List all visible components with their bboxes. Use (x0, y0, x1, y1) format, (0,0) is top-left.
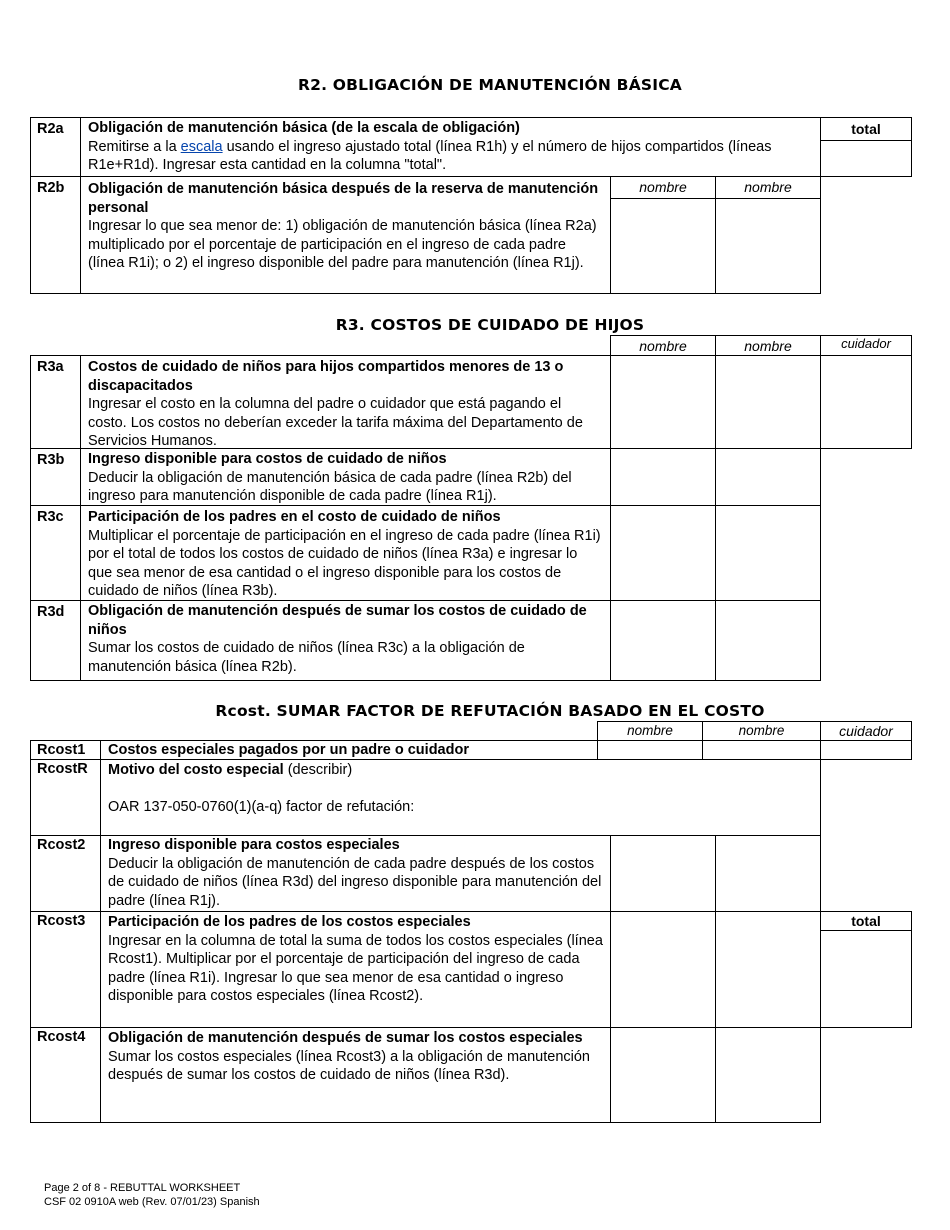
rcost1-nombre-1-field[interactable] (597, 740, 703, 760)
row-code-rcost1: Rcost1 (30, 740, 101, 760)
row-title-r3a: Costos de cuidado de niños para hijos compartidos menores de 13 o discapacitados (88, 359, 564, 394)
row-desc-r2b (80, 176, 611, 294)
row-title-r3c: Participación de los padres en el costo de cuidado de niños (88, 509, 501, 525)
row-title-suffix-rcostr: (describir) (283, 762, 353, 778)
r3d-nombre-2-field[interactable] (715, 600, 821, 681)
rcost3-nombre-2-field[interactable] (715, 911, 821, 1028)
row-code-r2b: R2b (30, 176, 81, 294)
r2-col-header-nombre-1: nombre (610, 176, 716, 199)
row-desc-r3c (80, 505, 611, 601)
row-code-r3a: R3a (30, 355, 81, 449)
row-text-rcost2: Deducir la obligación de manutención de cada padre después de los costos de cuidado de niños (línea R3d) del ingreso disponible para manutención del padre (línea R1j). (108, 855, 602, 909)
row-title-r3d: Obligación de manutención después de sumar los costos de cuidado de niños (88, 603, 587, 638)
footer-page-line: Page 2 of 8 - REBUTTAL WORKSHEET (44, 1182, 241, 1194)
r3-col-header-nombre-1: nombre (610, 335, 716, 356)
row-desc-r3d (80, 600, 611, 681)
row-desc-rcost3 (100, 911, 611, 1028)
escala-link[interactable]: escala (180, 138, 223, 155)
row-desc-rcost1 (100, 740, 598, 760)
rcost1-nombre-2-field[interactable] (702, 740, 821, 760)
row-text-r3a: Ingresar el costo en la columna del padre o cuidador que está pagando el costo. Los costos no deberían exceder la tarifa máxima del Departamento de Servicios Humanos. (88, 396, 583, 449)
r2b-nombre-1-field[interactable] (610, 198, 716, 294)
row-title-rcost1: Costos especiales pagados por un padre o cuidador (108, 742, 469, 758)
row-code-r2a: R2a (30, 117, 81, 177)
section-heading-r3: R3. COSTOS DE CUIDADO DE HIJOS (335, 316, 645, 334)
row-title-rcostr: Motivo del costo especial (108, 762, 284, 778)
row-desc-rcost2 (100, 835, 611, 912)
section-heading-rcost: Rcost. SUMAR FACTOR DE REFUTACIÓN BASADO EN EL COSTO (215, 702, 765, 720)
row-code-rcost4: Rcost4 (30, 1027, 101, 1123)
row-text-r3d: Sumar los costos de cuidado de niños (línea R3c) a la obligación de manutención básica (línea R2b). (88, 640, 525, 675)
row-text-r3c: Multiplicar el porcentaje de participación en el ingreso de cada padre (línea R1i) por el total de todos los costos de cuidado de niños (línea R3a) e ingresar lo que sea menor de esa cantidad o el ingreso disponible para los costos de cuidado de niños (línea R3b). (88, 527, 601, 599)
row-text-r3b: Deducir la obligación de manutención básica de cada padre (línea R2b) del ingreso para manutención disponible de cada padre (línea R1j). (88, 469, 572, 504)
row-desc-r3a (80, 355, 611, 449)
rcost-col-header-nombre-1: nombre (597, 721, 703, 741)
r3d-nombre-1-field[interactable] (610, 600, 716, 681)
r3c-nombre-1-field[interactable] (610, 505, 716, 601)
row-code-r3c: R3c (30, 505, 81, 601)
row-desc-r3b (80, 448, 611, 506)
r2a-total-field[interactable] (820, 140, 912, 177)
row-text-r2a-pre: Remitirse a la (88, 138, 181, 155)
rcost2-nombre-2-field[interactable] (715, 835, 821, 912)
row-desc-rcost4 (100, 1027, 611, 1123)
row-title-r2b: Obligación de manutención básica después de la reserva de manutención personal (88, 181, 599, 216)
r2-total-header: total (820, 117, 912, 141)
r3-col-header-cuidador: cuidador (820, 335, 912, 356)
r2b-nombre-2-field[interactable] (715, 198, 821, 294)
r3b-nombre-1-field[interactable] (610, 448, 716, 506)
row-text-rcost3: Ingresar en la columna de total la suma de todos los costos especiales (línea Rcost1). Multiplicar por el porcentaje de participación del ingreso de cada padre (línea R1i). Ingresar lo que sea menor de esa cantidad o ingreso disponible para costos especiales (línea Rcost2). (108, 932, 603, 1004)
rcost3-nombre-1-field[interactable] (610, 911, 716, 1028)
footer-form-id: CSF 02 0910A web (Rev. 07/01/23) Spanish (44, 1196, 260, 1208)
row-text-rcostr: OAR 137-050-0760(1)(a-q) factor de refutación: (108, 799, 415, 815)
row-code-rcostr: RcostR (30, 759, 101, 836)
row-text-r2a-post: usando el ingreso ajustado total (línea R1h) y el número de hijos compartidos (líneas R1e+R1d). Ingresar esta cantidad en la columna "total". (88, 138, 772, 173)
r3b-nombre-2-field[interactable] (715, 448, 821, 506)
row-code-r3d: R3d (30, 600, 81, 681)
row-desc-r2a (80, 117, 821, 177)
r3a-nombre-1-field[interactable] (610, 355, 716, 449)
section-heading-r2: R2. OBLIGACIÓN DE MANUTENCIÓN BÁSICA (297, 76, 682, 94)
rcost3-total-header: total (820, 911, 912, 931)
rcost4-nombre-1-field[interactable] (610, 1027, 716, 1123)
rcost2-nombre-1-field[interactable] (610, 835, 716, 912)
row-title-rcost4: Obligación de manutención después de sumar los costos especiales (108, 1030, 583, 1046)
row-text-rcost4: Sumar los costos especiales (línea Rcost3) a la obligación de manutención después de sumar los costos de cuidado de niños (línea R3d). (108, 1048, 590, 1083)
row-title-r3b: Ingreso disponible para costos de cuidado de niños (88, 451, 447, 467)
rcost1-cuidador-field[interactable] (820, 740, 912, 760)
row-title-rcost2: Ingreso disponible para costos especiales (108, 837, 400, 853)
rcost4-nombre-2-field[interactable] (715, 1027, 821, 1123)
row-title-rcost3: Participación de los padres de los costos especiales (108, 914, 471, 930)
footer (44, 1181, 260, 1209)
rcost3-total-field[interactable] (820, 930, 912, 1028)
rcost-col-header-cuidador: cuidador (820, 721, 912, 741)
r3a-nombre-2-field[interactable] (715, 355, 821, 449)
row-text-r2b: Ingresar lo que sea menor de: 1) obligación de manutención básica (línea R2a) multiplicado por el porcentaje de participación en el ingreso de cada padre (línea R1i); o 2) el ingreso disponible del padre para manutención (línea R1j). (88, 218, 597, 271)
row-code-rcost3: Rcost3 (30, 911, 101, 1028)
r3c-nombre-2-field[interactable] (715, 505, 821, 601)
row-desc-rcostr (100, 759, 821, 836)
r3a-cuidador-field[interactable] (820, 355, 912, 449)
row-code-r3b: R3b (30, 448, 81, 506)
r3-col-header-nombre-2: nombre (715, 335, 821, 356)
row-title-r2a: Obligación de manutención básica (de la escala de obligación) (88, 120, 520, 136)
row-code-rcost2: Rcost2 (30, 835, 101, 912)
r2-col-header-nombre-2: nombre (715, 176, 821, 199)
rcost-col-header-nombre-2: nombre (702, 721, 821, 741)
